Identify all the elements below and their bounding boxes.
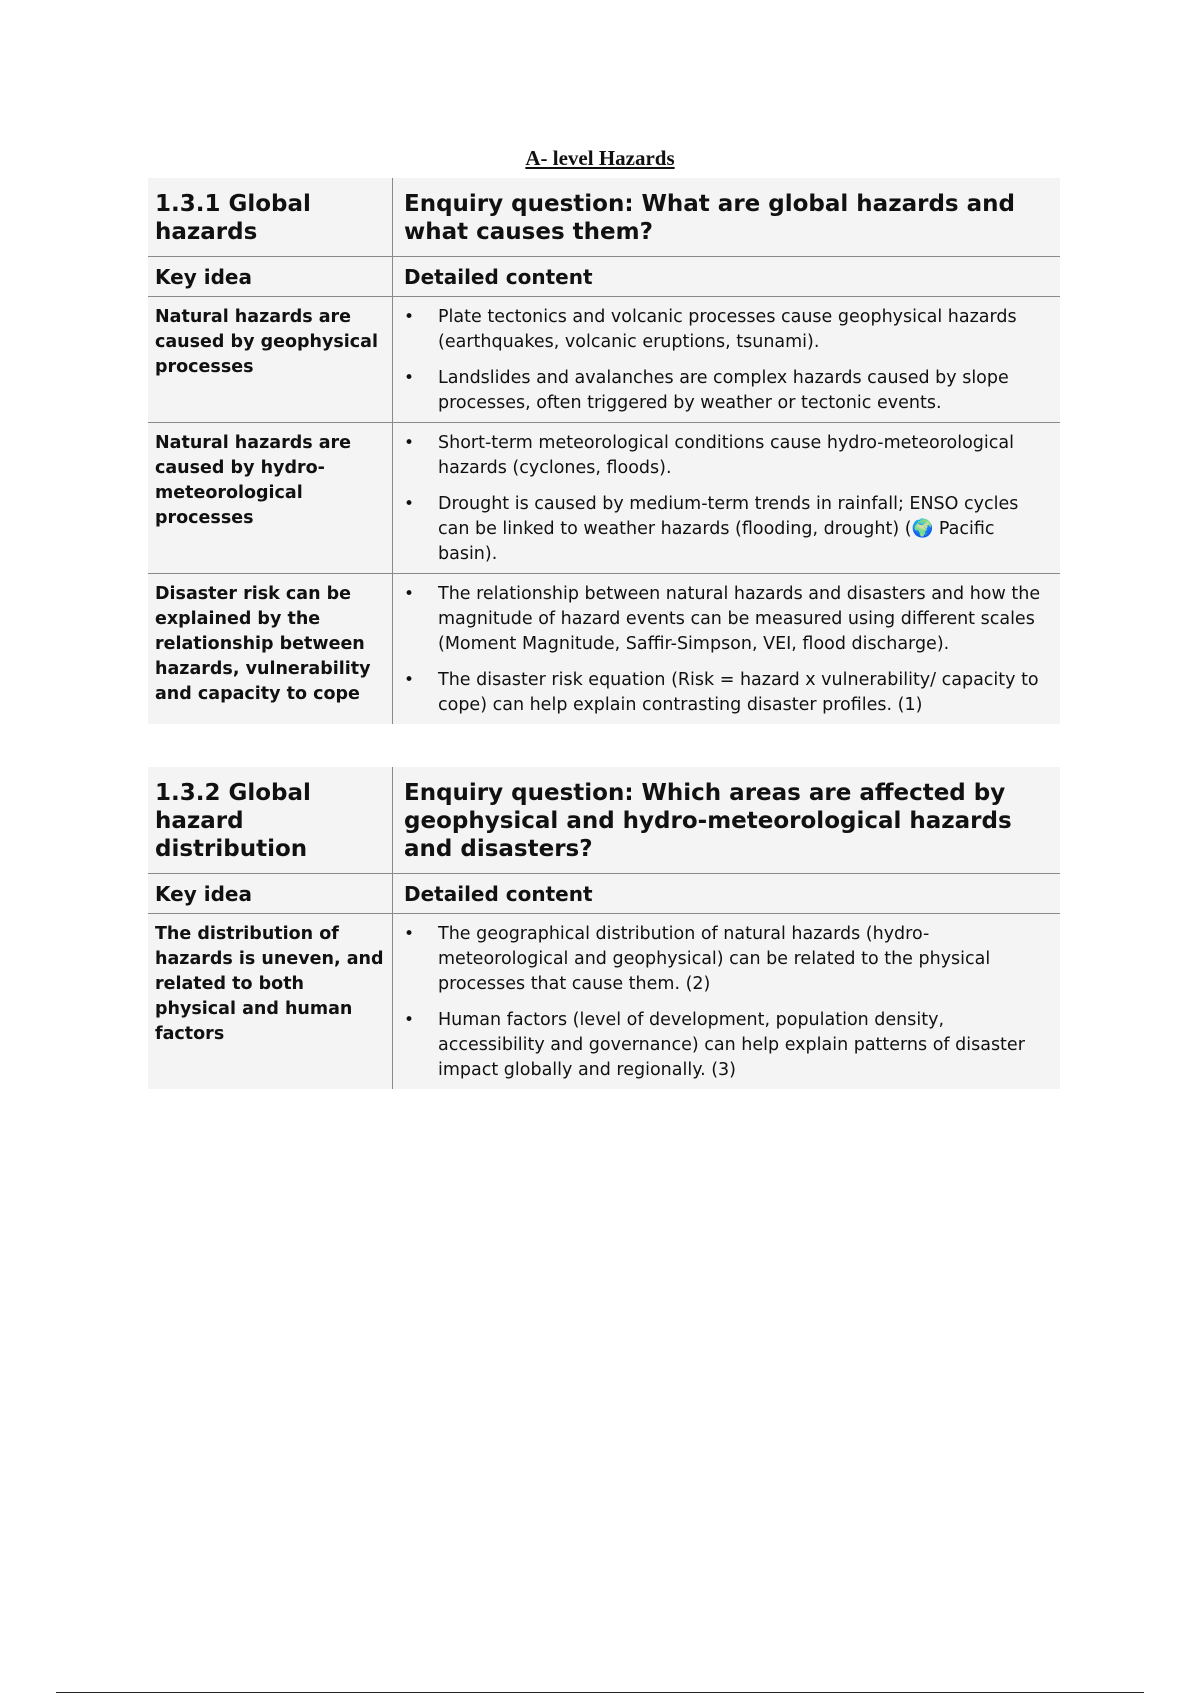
bullet-icon: •	[404, 584, 415, 604]
bullet-icon: •	[404, 670, 415, 690]
point-text: Landslides and avalanches are complex hazards caused by slope processes, often triggered by weather or tectonic events.	[438, 368, 1009, 413]
point-text: Human factors (level of development, population density, accessibility and governance) can help explain patterns of disaster impact globally and regionally. (3)	[438, 1010, 1025, 1080]
spec-table-global-hazards	[148, 178, 1060, 724]
detailed-content-header: Detailed content	[393, 874, 1060, 913]
bullet-icon: •	[404, 924, 415, 944]
footer-divider	[56, 1692, 1144, 1693]
list-item	[404, 305, 1052, 355]
detailed-content	[393, 423, 1060, 573]
detailed-content	[393, 914, 1060, 1089]
list-item	[404, 366, 1052, 416]
key-idea: Disaster risk can be explained by the relationship between hazards, vulnerability and capacity to cope	[148, 574, 393, 724]
point-text: Short-term meteorological conditions cause hydro-meteorological hazards (cyclones, floods).	[438, 433, 1014, 478]
enquiry-question: Enquiry question: Which areas are affected by geophysical and hydro-meteorological hazards and disasters?	[393, 767, 1060, 873]
key-idea: Natural hazards are caused by geophysical processes	[148, 297, 393, 422]
list-item	[404, 431, 1052, 481]
list-item	[404, 492, 1052, 567]
section-title: 1.3.2 Global hazard distribution	[148, 767, 393, 873]
bullet-icon: •	[404, 1010, 415, 1030]
table-row	[148, 574, 1060, 724]
list-item	[404, 1008, 1052, 1083]
section-title: 1.3.1 Global hazards	[148, 178, 393, 256]
bullet-icon: •	[404, 368, 415, 388]
point-text: Plate tectonics and volcanic processes cause geophysical hazards (earthquakes, volcanic eruptions, tsunami).	[438, 307, 1017, 352]
key-idea-header: Key idea	[148, 874, 393, 913]
point-text: Drought is caused by medium-term trends in rainfall; ENSO cycles can be linked to weather hazards (flooding, drought) (🌍 Pacific basin).	[438, 494, 1019, 564]
section-header-row	[148, 178, 1060, 257]
bullet-icon: •	[404, 494, 415, 514]
detailed-content	[393, 574, 1060, 724]
key-idea-header: Key idea	[148, 257, 393, 296]
table-row	[148, 423, 1060, 574]
page-title: A- level Hazards	[525, 146, 675, 170]
detailed-content	[393, 297, 1060, 422]
section-header-row	[148, 767, 1060, 874]
spec-table-hazard-distribution	[148, 767, 1060, 1089]
point-text: The disaster risk equation (Risk = hazard x vulnerability/ capacity to cope) can help explain contrasting disaster profiles. (1)	[438, 670, 1039, 715]
table-row	[148, 914, 1060, 1089]
key-idea: Natural hazards are caused by hydro-meteorological processes	[148, 423, 393, 573]
point-text: The geographical distribution of natural hazards (hydro-meteorological and geophysical) can be related to the physical processes that cause them. (2)	[438, 924, 991, 994]
point-text: The relationship between natural hazards and disasters and how the magnitude of hazard events can be measured using different scales (Moment Magnitude, Saffir-Simpson, VEI, flood discharge).	[438, 584, 1041, 654]
detailed-content-header: Detailed content	[393, 257, 1060, 296]
list-item	[404, 582, 1052, 657]
key-idea: The distribution of hazards is uneven, and related to both physical and human factors	[148, 914, 393, 1089]
table-row	[148, 297, 1060, 423]
column-header-row	[148, 257, 1060, 297]
column-header-row	[148, 874, 1060, 914]
bullet-icon: •	[404, 433, 415, 453]
bullet-icon: •	[404, 307, 415, 327]
list-item	[404, 668, 1052, 718]
list-item	[404, 922, 1052, 997]
enquiry-question: Enquiry question: What are global hazards and what causes them?	[393, 178, 1060, 256]
